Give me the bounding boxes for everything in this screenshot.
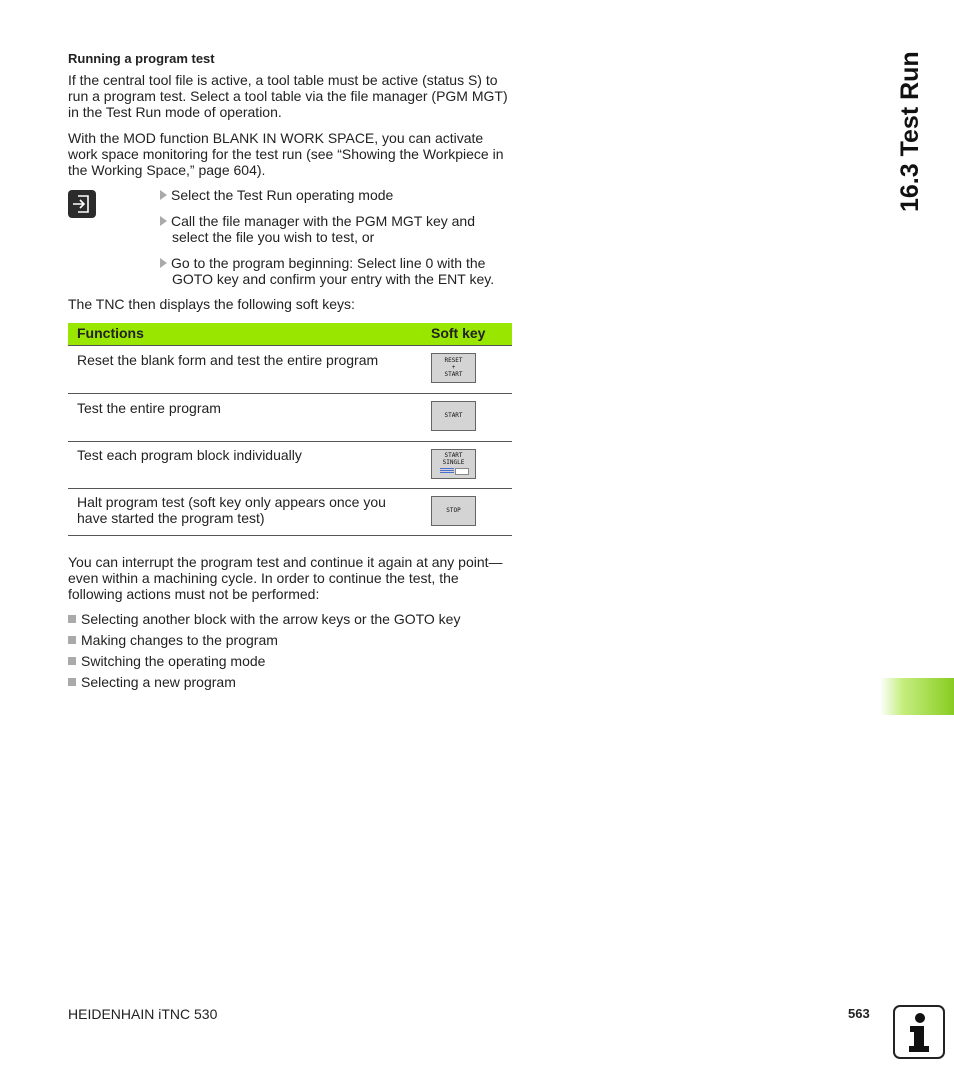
softkey-label: START bbox=[444, 452, 463, 459]
softkey-label: STOP bbox=[446, 507, 461, 514]
softkey-label: START bbox=[444, 371, 463, 378]
softkey-table-header bbox=[68, 323, 512, 346]
step-select-mode bbox=[160, 187, 512, 203]
softkey-label: SINGLE bbox=[442, 459, 465, 466]
chapter-title-text: 16.3 Test Run bbox=[896, 52, 924, 212]
list-item-text: Selecting another block with the arrow keys or the GOTO key bbox=[81, 611, 461, 627]
step-text-continued: select the file you wish to test, or bbox=[172, 229, 375, 245]
softkeys-intro: The TNC then displays the following soft keys: bbox=[68, 296, 355, 312]
step-arrow-icon bbox=[160, 190, 167, 200]
bullet-square-icon bbox=[68, 678, 76, 686]
step-text: Select the Test Run operating mode bbox=[171, 187, 394, 203]
single-block-icon bbox=[440, 468, 468, 474]
column-softkey: Soft key bbox=[431, 325, 486, 341]
table-row bbox=[68, 394, 512, 442]
section-heading: Running a program test bbox=[68, 51, 215, 66]
interrupt-paragraph: You can interrupt the program test and continue it again at any point—even within a machining cycle. In order to continue the test, the following actions must not be performed: bbox=[68, 554, 503, 602]
bullet-square-icon bbox=[68, 615, 76, 623]
step-file-manager bbox=[160, 213, 512, 245]
table-row bbox=[68, 488, 512, 536]
softkey-label: RESET bbox=[444, 357, 463, 364]
softkey-label: + bbox=[451, 364, 456, 371]
chapter-side-title bbox=[890, 52, 930, 217]
bullet-square-icon bbox=[68, 636, 76, 644]
stop-softkey[interactable] bbox=[431, 496, 476, 526]
column-functions: Functions bbox=[77, 325, 144, 341]
table-row bbox=[68, 441, 512, 489]
info-icon bbox=[893, 1005, 945, 1059]
step-text: Go to the program beginning: Select line 0 with the bbox=[171, 255, 486, 271]
chapter-tab-marker bbox=[880, 678, 954, 715]
step-arrow-icon bbox=[160, 258, 167, 268]
list-item bbox=[68, 611, 460, 627]
table-row bbox=[68, 346, 512, 394]
list-item-text: Making changes to the program bbox=[81, 632, 278, 648]
step-text-continued: GOTO key and confirm your entry with the ENT key. bbox=[172, 271, 495, 287]
step-arrow-icon bbox=[160, 216, 167, 226]
function-description: Reset the blank form and test the entire program bbox=[77, 352, 379, 368]
intro-paragraph: If the central tool file is active, a tool table must be active (status S) to run a program test. Select a tool table via the file manager (PGM MGT) in the Test Run mode of operation. bbox=[68, 72, 508, 120]
list-item bbox=[68, 653, 265, 669]
page-number: 563 bbox=[848, 1006, 870, 1021]
footer-product: HEIDENHAIN iTNC 530 bbox=[68, 1006, 218, 1022]
list-item bbox=[68, 674, 236, 690]
start-softkey[interactable] bbox=[431, 401, 476, 431]
list-item-text: Selecting a new program bbox=[81, 674, 236, 690]
list-item bbox=[68, 632, 278, 648]
bullet-square-icon bbox=[68, 657, 76, 665]
list-item-text: Switching the operating mode bbox=[81, 653, 266, 669]
blank-space-paragraph: With the MOD function BLANK IN WORK SPACE, you can activate work space monitoring for the test run (see “Showing the Workpiece in the Working Space,” page 604). bbox=[68, 130, 504, 178]
reset-start-softkey[interactable] bbox=[431, 353, 476, 383]
step-goto-beginning bbox=[160, 255, 512, 287]
test-run-mode-key-icon bbox=[68, 190, 96, 218]
softkey-label: START bbox=[444, 412, 463, 419]
start-single-softkey[interactable] bbox=[431, 449, 476, 479]
function-description: Test each program block individually bbox=[77, 447, 302, 463]
function-description: Halt program test (soft key only appears once you have started the program test) bbox=[77, 494, 386, 526]
function-description: Test the entire program bbox=[77, 400, 221, 416]
step-text: Call the file manager with the PGM MGT key and bbox=[171, 213, 475, 229]
